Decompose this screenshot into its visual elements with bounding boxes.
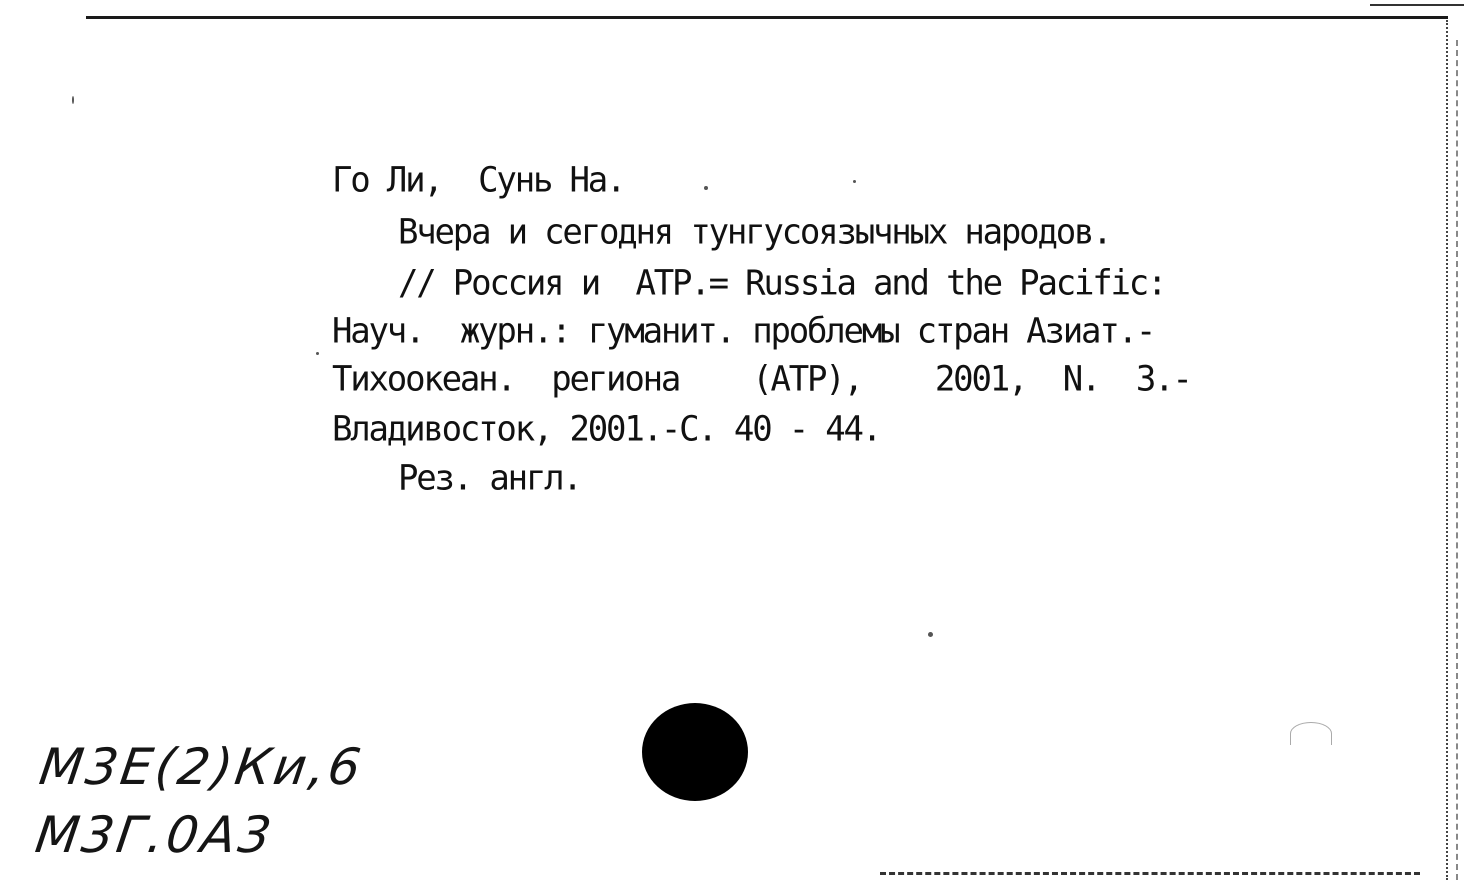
scan-speck xyxy=(928,632,933,637)
scan-speck xyxy=(316,352,319,355)
bottom-edge-noise xyxy=(880,872,1420,878)
title-line: Вчера и сегодня тунгусоязычных народов. xyxy=(398,212,1111,253)
author-line: Го Ли, Сунь На. xyxy=(332,160,625,201)
summary-note: Рез. англ. xyxy=(398,458,581,499)
shelf-mark-handwritten-2: M3Г.0A3 xyxy=(31,806,278,864)
scan-speck xyxy=(853,180,856,183)
scan-speck xyxy=(704,186,708,190)
source-line-1: // Россия и АТР.= Russia and the Pacific: xyxy=(398,263,1166,304)
faint-mark xyxy=(1290,722,1332,745)
source-line-4: Владивосток, 2001.-С. 40 - 44. xyxy=(332,409,881,450)
right-edge-noise-secondary xyxy=(1456,40,1461,880)
scan-speck xyxy=(72,96,74,104)
top-border-fragment xyxy=(1370,4,1464,6)
source-line-3: Тихоокеан. региона (АТР), 2001, N. 3.- xyxy=(332,359,1191,400)
top-border-rule xyxy=(86,16,1448,19)
punch-hole xyxy=(642,703,748,801)
right-edge-noise xyxy=(1446,20,1451,880)
source-line-2: Науч. журн.: гуманит. проблемы стран Азиат.- xyxy=(332,311,1155,352)
shelf-mark-handwritten-1: M3E(2)Ки,6 xyxy=(35,738,368,796)
